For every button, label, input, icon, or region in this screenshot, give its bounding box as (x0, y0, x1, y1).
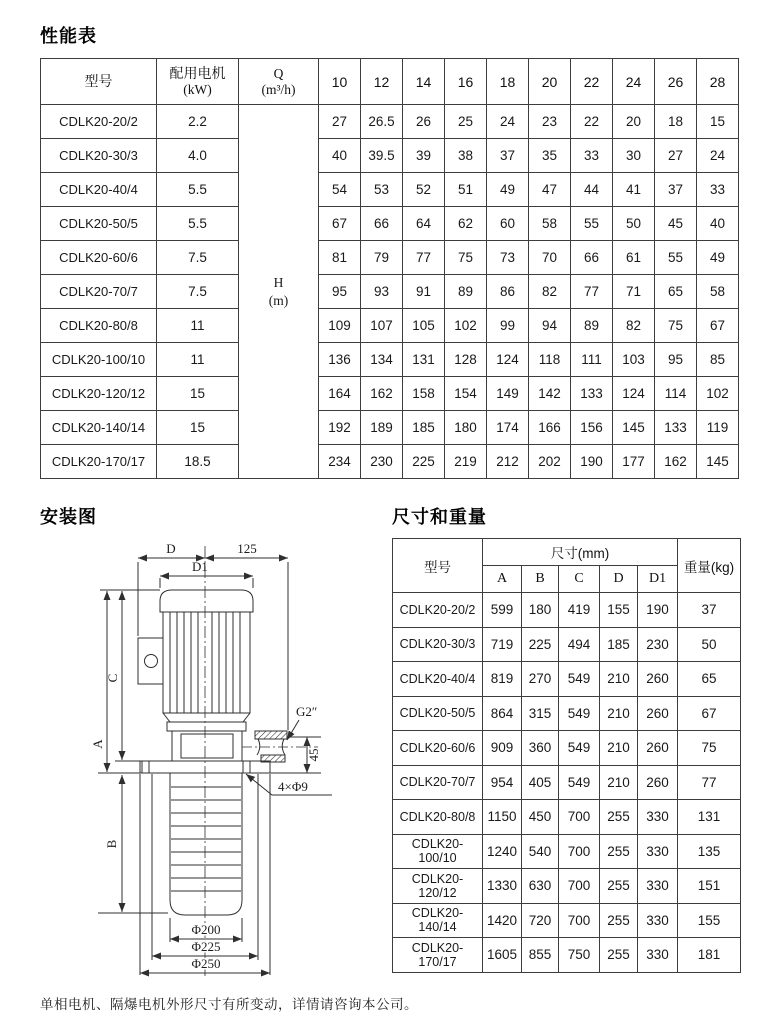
size-value-cell: 549 (559, 765, 600, 800)
head-value-cell: 124 (487, 343, 529, 377)
motor-power-cell: 7.5 (157, 275, 239, 309)
dimensions-row (393, 834, 741, 869)
dimensions-row (393, 731, 741, 766)
motor-power-cell: 18.5 (157, 445, 239, 479)
model-cell: CDLK20-30/3 (41, 139, 157, 173)
size-value-cell: 260 (638, 731, 678, 766)
model-cell: CDLK20-170/17 (41, 445, 157, 479)
model-cell: CDLK20-100/10 (393, 834, 483, 869)
flow-column-header (239, 59, 319, 105)
model-cell: CDLK20-70/7 (393, 765, 483, 800)
head-value-cell: 75 (445, 241, 487, 275)
size-value-cell: 549 (559, 662, 600, 697)
head-value-cell: 41 (613, 173, 655, 207)
size-value-cell: 1605 (483, 938, 522, 973)
head-value-cell: 53 (361, 173, 403, 207)
dim-label-c: C (105, 673, 120, 683)
performance-row (41, 275, 739, 309)
head-value-cell: 82 (529, 275, 571, 309)
size-value-cell: 855 (522, 938, 559, 973)
head-value-cell: 39 (403, 139, 445, 173)
size-value-cell: 255 (600, 938, 638, 973)
weight-cell: 181 (678, 938, 741, 973)
size-letter-header: D (600, 566, 638, 593)
cable-gland (145, 655, 158, 668)
head-unit-cell (239, 105, 319, 479)
head-value-cell: 189 (361, 411, 403, 445)
head-value-cell: 64 (403, 207, 445, 241)
performance-row (41, 173, 739, 207)
head-value-cell: 40 (697, 207, 739, 241)
weight-cell: 155 (678, 903, 741, 938)
flow-header-line1: Q (273, 65, 284, 81)
performance-row (41, 343, 739, 377)
head-value-cell: 73 (487, 241, 529, 275)
dim-label-b: B (104, 839, 119, 849)
head-value-cell: 55 (655, 241, 697, 275)
head-value-cell: 44 (571, 173, 613, 207)
size-value-cell: 549 (559, 696, 600, 731)
size-value-cell: 819 (483, 662, 522, 697)
head-value-cell: 40 (319, 139, 361, 173)
weight-cell: 65 (678, 662, 741, 697)
head-value-cell: 71 (613, 275, 655, 309)
flow-value-header: 22 (571, 59, 613, 105)
head-value-cell: 27 (655, 139, 697, 173)
head-value-cell: 95 (655, 343, 697, 377)
head-value-cell: 58 (529, 207, 571, 241)
model-cell: CDLK20-50/5 (393, 696, 483, 731)
head-value-cell: 93 (361, 275, 403, 309)
head-value-cell: 49 (487, 173, 529, 207)
size-value-cell: 255 (600, 800, 638, 835)
head-value-cell: 225 (403, 445, 445, 479)
head-value-cell: 24 (487, 105, 529, 139)
head-value-cell: 65 (655, 275, 697, 309)
bottom-section (40, 503, 740, 983)
model-cell: CDLK20-20/2 (41, 105, 157, 139)
size-value-cell: 450 (522, 800, 559, 835)
head-value-cell: 26.5 (361, 105, 403, 139)
dim-label-phi225: Φ225 (191, 939, 221, 954)
head-value-cell: 30 (613, 139, 655, 173)
size-value-cell: 750 (559, 938, 600, 973)
head-value-cell: 50 (613, 207, 655, 241)
model-cell: CDLK20-100/10 (41, 343, 157, 377)
head-value-cell: 66 (571, 241, 613, 275)
performance-row (41, 241, 739, 275)
motor-power-cell: 5.5 (157, 173, 239, 207)
size-letter-header: C (559, 566, 600, 593)
dim-label-bolt-holes: 4×Φ9 (278, 779, 308, 794)
size-value-cell: 210 (600, 731, 638, 766)
head-value-cell: 89 (445, 275, 487, 309)
head-value-cell: 166 (529, 411, 571, 445)
head-value-cell: 26 (403, 105, 445, 139)
size-value-cell: 630 (522, 869, 559, 904)
head-value-cell: 154 (445, 377, 487, 411)
model-cell: CDLK20-80/8 (393, 800, 483, 835)
size-value-cell: 260 (638, 765, 678, 800)
size-value-cell: 405 (522, 765, 559, 800)
head-value-cell: 82 (613, 309, 655, 343)
motor-power-cell: 4.0 (157, 139, 239, 173)
head-value-cell: 234 (319, 445, 361, 479)
size-value-cell: 954 (483, 765, 522, 800)
size-value-cell: 185 (600, 627, 638, 662)
head-value-cell: 109 (319, 309, 361, 343)
head-value-cell: 102 (445, 309, 487, 343)
size-value-cell: 330 (638, 800, 678, 835)
size-value-cell: 540 (522, 834, 559, 869)
weight-cell: 135 (678, 834, 741, 869)
size-value-cell: 1330 (483, 869, 522, 904)
size-value-cell: 330 (638, 834, 678, 869)
flow-value-header: 28 (697, 59, 739, 105)
head-value-cell: 24 (697, 139, 739, 173)
size-value-cell: 330 (638, 869, 678, 904)
head-value-cell: 77 (571, 275, 613, 309)
size-value-cell: 494 (559, 627, 600, 662)
head-value-cell: 38 (445, 139, 487, 173)
weight-cell: 37 (678, 593, 741, 628)
head-value-cell: 142 (529, 377, 571, 411)
dim-label-phi200: Φ200 (191, 922, 221, 937)
motor-power-cell: 11 (157, 309, 239, 343)
port-top-flange (255, 731, 287, 739)
motor-body (163, 612, 250, 713)
performance-row (41, 105, 739, 139)
head-value-cell: 91 (403, 275, 445, 309)
size-value-cell: 260 (638, 662, 678, 697)
model-cell: CDLK20-40/4 (41, 173, 157, 207)
head-value-cell: 111 (571, 343, 613, 377)
head-value-cell: 23 (529, 105, 571, 139)
motor-power-cell: 7.5 (157, 241, 239, 275)
performance-row (41, 445, 739, 479)
size-value-cell: 1150 (483, 800, 522, 835)
dimensions-header-row1 (393, 539, 741, 566)
dimensions-row (393, 765, 741, 800)
performance-table-body (41, 105, 739, 479)
installation-section (40, 503, 392, 983)
head-value-cell: 47 (529, 173, 571, 207)
flow-value-header: 16 (445, 59, 487, 105)
head-value-cell: 54 (319, 173, 361, 207)
size-value-cell: 225 (522, 627, 559, 662)
size-value-cell: 180 (522, 593, 559, 628)
performance-row (41, 377, 739, 411)
dim-label-port-thread: G2″ (296, 704, 318, 719)
flow-value-header: 26 (655, 59, 697, 105)
dim-label-d: D (166, 541, 176, 556)
performance-row (41, 309, 739, 343)
weight-cell: 67 (678, 696, 741, 731)
weight-cell: 77 (678, 765, 741, 800)
model-column-header: 型号 (393, 539, 483, 593)
head-value-cell: 145 (613, 411, 655, 445)
dim-label-a: A (90, 739, 105, 749)
model-cell: CDLK20-30/3 (393, 627, 483, 662)
motor-cap (160, 590, 253, 612)
head-value-cell: 94 (529, 309, 571, 343)
motor-power-cell: 15 (157, 377, 239, 411)
size-value-cell: 255 (600, 834, 638, 869)
performance-header-row (41, 59, 739, 105)
dimensions-row (393, 627, 741, 662)
head-value-cell: 85 (697, 343, 739, 377)
head-value-cell: 52 (403, 173, 445, 207)
model-cell: CDLK20-70/7 (41, 275, 157, 309)
size-value-cell: 720 (522, 903, 559, 938)
head-value-cell: 35 (529, 139, 571, 173)
head-value-cell: 174 (487, 411, 529, 445)
model-column-header: 型号 (41, 59, 157, 105)
size-value-cell: 190 (638, 593, 678, 628)
head-value-cell: 89 (571, 309, 613, 343)
size-value-cell: 599 (483, 593, 522, 628)
model-cell: CDLK20-50/5 (41, 207, 157, 241)
weight-cell: 50 (678, 627, 741, 662)
head-unit-text: (m) (268, 292, 289, 308)
head-unit-text: H (273, 274, 284, 290)
head-value-cell: 58 (697, 275, 739, 309)
model-cell: CDLK20-120/12 (41, 377, 157, 411)
size-value-cell: 155 (600, 593, 638, 628)
head-value-cell: 67 (697, 309, 739, 343)
head-value-cell: 37 (487, 139, 529, 173)
head-value-cell: 105 (403, 309, 445, 343)
head-value-cell: 103 (613, 343, 655, 377)
size-value-cell: 719 (483, 627, 522, 662)
head-value-cell: 192 (319, 411, 361, 445)
motor-power-cell: 11 (157, 343, 239, 377)
head-value-cell: 22 (571, 105, 613, 139)
head-value-cell: 70 (529, 241, 571, 275)
footer-note: 单相电机、隔爆电机外形尺寸有所变动，详情请咨询本公司。 (40, 997, 418, 1012)
flow-value-header: 10 (319, 59, 361, 105)
size-value-cell: 270 (522, 662, 559, 697)
model-cell: CDLK20-60/6 (41, 241, 157, 275)
head-value-cell: 230 (361, 445, 403, 479)
dimensions-title: 尺寸和重量 (392, 507, 487, 527)
size-value-cell: 700 (559, 834, 600, 869)
size-value-cell: 700 (559, 903, 600, 938)
head-value-cell: 118 (529, 343, 571, 377)
size-column-header: 尺寸(mm) (483, 539, 678, 566)
model-cell: CDLK20-80/8 (41, 309, 157, 343)
head-value-cell: 81 (319, 241, 361, 275)
head-value-cell: 149 (487, 377, 529, 411)
size-value-cell: 260 (638, 696, 678, 731)
dimensions-row (393, 938, 741, 973)
weight-cell: 151 (678, 869, 741, 904)
head-value-cell: 20 (613, 105, 655, 139)
flow-value-header: 12 (361, 59, 403, 105)
model-cell: CDLK20-40/4 (393, 662, 483, 697)
size-value-cell: 1240 (483, 834, 522, 869)
head-value-cell: 185 (403, 411, 445, 445)
performance-row (41, 139, 739, 173)
head-value-cell: 133 (571, 377, 613, 411)
weight-cell: 75 (678, 731, 741, 766)
size-value-cell: 909 (483, 731, 522, 766)
flow-header-line2: (m³/h) (261, 81, 296, 97)
size-value-cell: 360 (522, 731, 559, 766)
dimensions-table-body (393, 593, 741, 973)
installation-title: 安装图 (40, 507, 97, 527)
model-cell: CDLK20-60/6 (393, 731, 483, 766)
model-cell: CDLK20-170/17 (393, 938, 483, 973)
dim-label-125: 125 (237, 541, 257, 556)
installation-drawing (40, 538, 376, 978)
head-value-cell: 25 (445, 105, 487, 139)
head-value-cell: 86 (487, 275, 529, 309)
size-value-cell: 255 (600, 869, 638, 904)
dimensions-row (393, 662, 741, 697)
size-value-cell: 330 (638, 938, 678, 973)
size-value-cell: 230 (638, 627, 678, 662)
head-value-cell: 162 (655, 445, 697, 479)
size-value-cell: 1420 (483, 903, 522, 938)
head-value-cell: 190 (571, 445, 613, 479)
size-letter-header: D1 (638, 566, 678, 593)
head-value-cell: 33 (697, 173, 739, 207)
motor-power-cell: 2.2 (157, 105, 239, 139)
size-value-cell: 419 (559, 593, 600, 628)
performance-row (41, 207, 739, 241)
head-value-cell: 18 (655, 105, 697, 139)
model-cell: CDLK20-120/12 (393, 869, 483, 904)
size-value-cell: 210 (600, 696, 638, 731)
size-value-cell: 330 (638, 903, 678, 938)
model-cell: CDLK20-20/2 (393, 593, 483, 628)
pump-head (172, 731, 242, 761)
flow-value-header: 20 (529, 59, 571, 105)
size-value-cell: 255 (600, 903, 638, 938)
weight-cell: 131 (678, 800, 741, 835)
head-value-cell: 27 (319, 105, 361, 139)
dimensions-row (393, 696, 741, 731)
head-value-cell: 102 (697, 377, 739, 411)
size-value-cell: 315 (522, 696, 559, 731)
head-value-cell: 219 (445, 445, 487, 479)
head-value-cell: 180 (445, 411, 487, 445)
head-value-cell: 77 (403, 241, 445, 275)
dimensions-row (393, 593, 741, 628)
size-value-cell: 700 (559, 869, 600, 904)
model-cell: CDLK20-140/14 (393, 903, 483, 938)
dim-label-phi250: Φ250 (191, 956, 221, 971)
head-value-cell: 75 (655, 309, 697, 343)
head-value-cell: 61 (613, 241, 655, 275)
size-value-cell: 210 (600, 662, 638, 697)
head-value-cell: 99 (487, 309, 529, 343)
head-value-cell: 67 (319, 207, 361, 241)
barrel-stage-ribs (171, 787, 241, 891)
head-value-cell: 162 (361, 377, 403, 411)
head-value-cell: 95 (319, 275, 361, 309)
head-value-cell: 37 (655, 173, 697, 207)
head-value-cell: 131 (403, 343, 445, 377)
head-value-cell: 15 (697, 105, 739, 139)
flow-value-header: 18 (487, 59, 529, 105)
weight-column-header: 重量(kg) (678, 539, 741, 593)
dimensions-section (392, 503, 740, 983)
head-value-cell: 136 (319, 343, 361, 377)
head-value-cell: 45 (655, 207, 697, 241)
head-value-cell: 60 (487, 207, 529, 241)
head-value-cell: 119 (697, 411, 739, 445)
dimensions-table (392, 538, 741, 973)
motor-power-cell: 15 (157, 411, 239, 445)
performance-title: 性能表 (40, 26, 97, 46)
head-value-cell: 202 (529, 445, 571, 479)
size-value-cell: 549 (559, 731, 600, 766)
head-value-cell: 66 (361, 207, 403, 241)
performance-table (40, 58, 739, 479)
head-value-cell: 114 (655, 377, 697, 411)
head-value-cell: 128 (445, 343, 487, 377)
head-value-cell: 133 (655, 411, 697, 445)
pump-barrel (170, 773, 242, 915)
dimensions-row (393, 869, 741, 904)
dimensions-row (393, 903, 741, 938)
motor-header-line2: (kW) (183, 82, 212, 98)
head-value-cell: 145 (697, 445, 739, 479)
performance-row (41, 411, 739, 445)
head-value-cell: 107 (361, 309, 403, 343)
motor-column-header (157, 59, 239, 105)
head-value-cell: 39.5 (361, 139, 403, 173)
flow-value-header: 24 (613, 59, 655, 105)
head-value-cell: 156 (571, 411, 613, 445)
motor-header-line1: 配用电机 (169, 64, 226, 81)
size-value-cell: 864 (483, 696, 522, 731)
head-value-cell: 164 (319, 377, 361, 411)
dimensions-row (393, 800, 741, 835)
head-value-cell: 79 (361, 241, 403, 275)
dim-label-d1: D1 (192, 559, 208, 574)
head-value-cell: 124 (613, 377, 655, 411)
dim-label-45: 45 (306, 748, 321, 762)
bolt-slots (142, 761, 250, 773)
head-value-cell: 33 (571, 139, 613, 173)
head-value-cell: 62 (445, 207, 487, 241)
size-value-cell: 210 (600, 765, 638, 800)
head-value-cell: 51 (445, 173, 487, 207)
size-value-cell: 700 (559, 800, 600, 835)
flow-value-header: 14 (403, 59, 445, 105)
head-value-cell: 212 (487, 445, 529, 479)
head-value-cell: 158 (403, 377, 445, 411)
size-letter-header: A (483, 566, 522, 593)
model-cell: CDLK20-140/14 (41, 411, 157, 445)
head-value-cell: 134 (361, 343, 403, 377)
motor-power-cell: 5.5 (157, 207, 239, 241)
size-letter-header: B (522, 566, 559, 593)
head-value-cell: 49 (697, 241, 739, 275)
head-value-cell: 177 (613, 445, 655, 479)
head-value-cell: 55 (571, 207, 613, 241)
